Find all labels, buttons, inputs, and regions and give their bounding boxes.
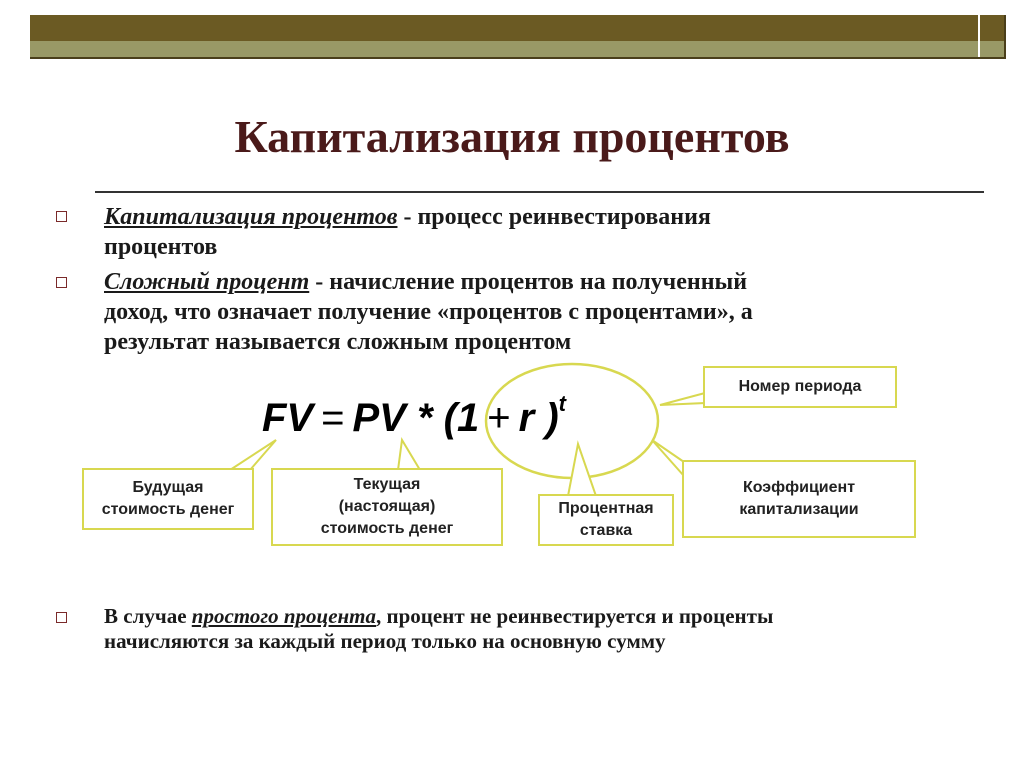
callout-present-line1: Текущая	[353, 476, 421, 493]
callout-rate-line2: ставка	[579, 522, 633, 539]
formula-t: t	[558, 390, 566, 416]
pointer-rate	[568, 444, 596, 496]
callout-period-text: Номер периода	[738, 378, 862, 395]
callout-coefficient	[682, 460, 916, 538]
callout-present-value	[271, 468, 503, 546]
formula-multiply: *	[416, 396, 433, 440]
callout-coef-line2: капитализации	[739, 501, 859, 518]
formula-equals: =	[321, 396, 345, 440]
simple-pre: В случае	[104, 604, 192, 628]
bullet-simple-interest	[104, 604, 994, 654]
bullet-1-line2: процентов	[104, 234, 218, 260]
pointer-current	[398, 440, 420, 470]
pointer-period	[660, 393, 705, 405]
callout-future-value	[82, 468, 254, 530]
callout-period	[703, 366, 897, 408]
callout-present-line2: (настоящая)	[338, 498, 436, 515]
callout-interest-rate	[538, 494, 674, 546]
formula-r: r	[518, 396, 535, 440]
term-simple-interest: простого процента	[191, 604, 377, 628]
pointer-coefficient	[652, 440, 684, 476]
bullet-2-line3: результат называется сложным процентом	[104, 329, 572, 355]
callout-present-line3: стоимость денег	[320, 520, 454, 537]
callout-coef-line1: Коэффициент	[742, 479, 856, 496]
callout-future-line1: Будущая	[132, 479, 204, 496]
formula-pv: PV	[352, 396, 406, 440]
bullet-marker-3	[56, 612, 67, 623]
formula	[262, 390, 566, 441]
formula-close-paren: )	[545, 396, 559, 440]
callout-rate-line1: Процентная	[558, 500, 654, 517]
formula-plus: +	[487, 396, 511, 440]
formula-fv: FV	[262, 396, 314, 440]
bullet-2-line2: доход, что означает получение «процентов с процентами», а	[104, 299, 753, 325]
formula-open-paren: (	[443, 396, 457, 440]
bullet-2-text: - начисление процентов на полученный	[309, 269, 748, 295]
page-title: Капитализация процентов	[234, 111, 790, 162]
callout-future-line2: стоимость денег	[101, 501, 235, 518]
term-compound-interest: Сложный процент	[104, 269, 310, 295]
pointer-future	[230, 440, 276, 470]
simple-line2: начисляются за каждый период только на основную сумму	[104, 629, 666, 653]
term-capitalization: Капитализация процентов	[104, 204, 398, 230]
bullet-1-text: - процесс реинвестирования	[397, 204, 711, 230]
formula-one: 1	[457, 396, 480, 440]
simple-post: , процент не реинвестируется и проценты	[376, 604, 774, 628]
